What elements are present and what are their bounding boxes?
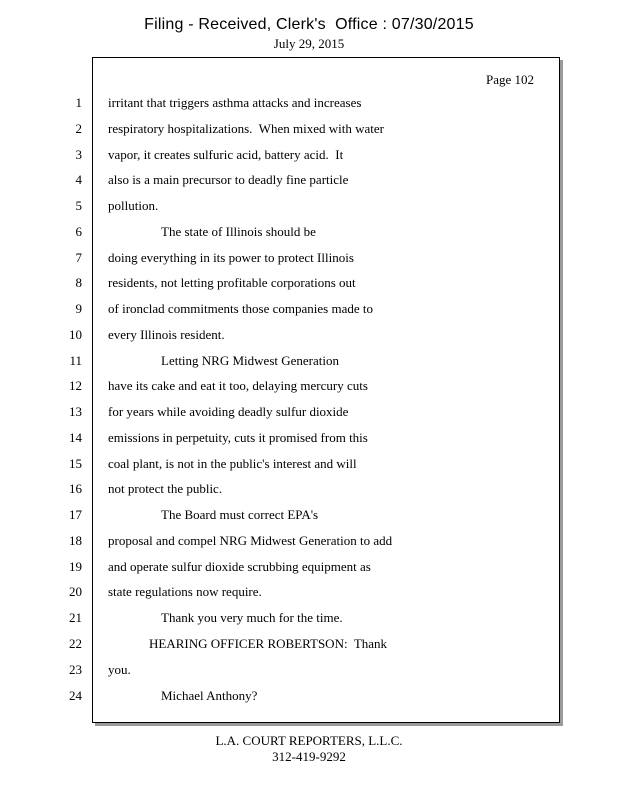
transcript-line <box>0 301 618 321</box>
transcript-line <box>0 533 618 553</box>
line-text: The state of Illinois should be <box>161 224 316 239</box>
stamp-date: : 07/30/2015 <box>382 16 474 33</box>
line-text: state regulations now require. <box>108 584 262 599</box>
transcript-line <box>0 662 618 682</box>
line-text: have its cake and eat it too, delaying mercury cuts <box>108 378 368 393</box>
transcript-line <box>0 584 618 604</box>
transcript-line <box>0 688 618 708</box>
line-number: 3 <box>75 147 82 162</box>
stamp-received: - Received, <box>188 16 272 33</box>
stamp-filing: Filing <box>144 16 184 33</box>
line-number: 12 <box>69 378 82 393</box>
transcript-line <box>0 147 618 167</box>
hearing-date: July 29, 2015 <box>273 36 345 51</box>
transcript-line <box>0 198 618 218</box>
transcript-line <box>0 456 618 476</box>
transcript-line <box>0 95 618 115</box>
line-number: 1 <box>75 95 82 110</box>
line-text: emissions in perpetuity, cuts it promised from this <box>108 430 368 445</box>
line-number: 19 <box>69 559 82 574</box>
line-number: 24 <box>69 688 82 703</box>
line-number: 7 <box>75 250 82 265</box>
transcript-line <box>0 481 618 501</box>
line-text: respiratory hospitalizations. When mixed with water <box>108 121 384 136</box>
line-number: 16 <box>69 481 82 496</box>
line-number: 14 <box>69 430 82 445</box>
line-text: you. <box>108 662 131 677</box>
transcript-line <box>0 224 618 244</box>
line-text: irritant that triggers asthma attacks and increases <box>108 95 362 110</box>
line-text: and operate sulfur dioxide scrubbing equipment as <box>108 559 371 574</box>
transcript-line <box>0 404 618 424</box>
line-text: for years while avoiding deadly sulfur dioxide <box>108 404 349 419</box>
line-text: proposal and compel NRG Midwest Generation to add <box>108 533 393 548</box>
page-number: Page 102 <box>485 72 534 87</box>
reporter-footer <box>0 733 618 765</box>
transcript-line <box>0 353 618 373</box>
transcript-line <box>0 121 618 141</box>
line-text: of ironclad commitments those companies made to <box>108 301 373 316</box>
line-text: Thank you very much for the time. <box>161 610 343 625</box>
transcript-line <box>0 507 618 527</box>
line-number: 17 <box>69 507 82 522</box>
transcript-line <box>0 327 618 347</box>
line-number: 22 <box>69 636 82 651</box>
line-number: 21 <box>69 610 82 625</box>
line-text: vapor, it creates sulfuric acid, battery acid. It <box>108 147 344 162</box>
line-text: pollution. <box>108 198 159 213</box>
line-text: HEARING OFFICER ROBERTSON: Thank <box>149 636 388 651</box>
stamp-clerk-office: Clerk's Office <box>276 16 378 33</box>
line-number: 9 <box>75 301 82 316</box>
transcript-line <box>0 172 618 192</box>
line-text: also is a main precursor to deadly fine particle <box>108 172 349 187</box>
line-number: 10 <box>69 327 82 342</box>
transcript-line <box>0 610 618 630</box>
line-number: 13 <box>69 404 82 419</box>
line-text: The Board must correct EPA's <box>161 507 319 522</box>
line-number: 20 <box>69 584 82 599</box>
line-number: 23 <box>69 662 82 677</box>
line-text: doing everything in its power to protect Illinois <box>108 250 354 265</box>
transcript-line <box>0 378 618 398</box>
filing-stamp <box>0 16 618 34</box>
line-text: not protect the public. <box>108 481 223 496</box>
line-number: 2 <box>75 121 82 136</box>
line-number: 8 <box>75 275 82 290</box>
transcript-line <box>0 275 618 295</box>
line-text: Michael Anthony? <box>161 688 258 703</box>
transcript-line <box>0 636 618 656</box>
line-number: 15 <box>69 456 82 471</box>
line-number: 18 <box>69 533 82 548</box>
reporter-phone: 312-419-9292 <box>272 749 346 764</box>
transcript-line <box>0 250 618 270</box>
transcript-line <box>0 430 618 450</box>
transcript-line <box>0 559 618 579</box>
line-number: 6 <box>75 224 82 239</box>
line-text: every Illinois resident. <box>108 327 225 342</box>
line-number: 4 <box>75 172 82 187</box>
line-number: 11 <box>69 353 82 368</box>
line-number: 5 <box>75 198 82 213</box>
reporter-company: L.A. COURT REPORTERS, L.L.C. <box>215 733 403 748</box>
line-text: coal plant, is not in the public's interest and will <box>108 456 357 471</box>
line-text: residents, not letting profitable corporations out <box>108 275 356 290</box>
line-text: Letting NRG Midwest Generation <box>161 353 339 368</box>
